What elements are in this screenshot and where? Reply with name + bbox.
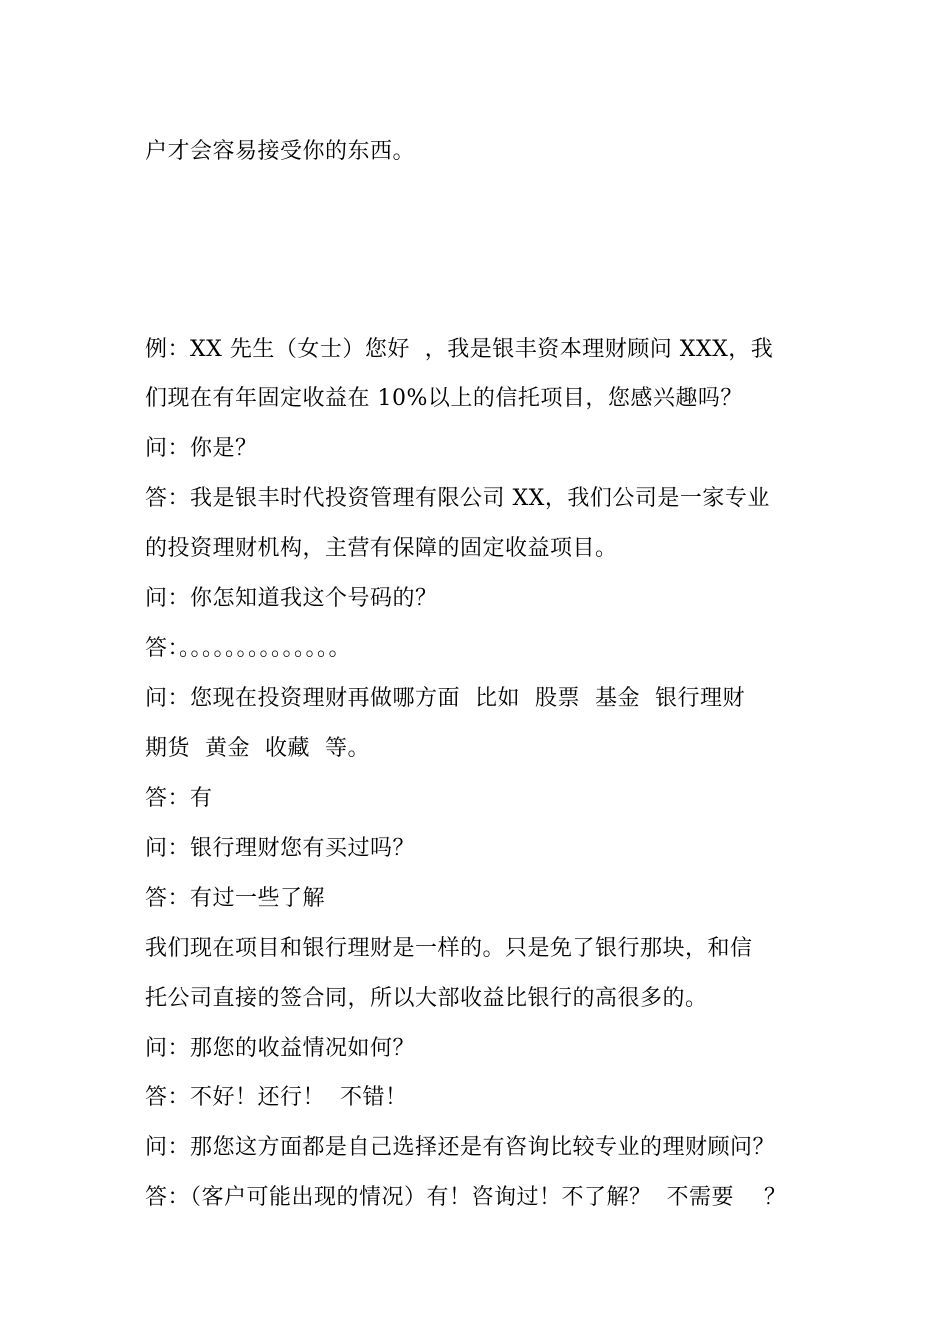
- text-line: 问：那您的收益情况如何？: [145, 1036, 416, 1061]
- text-line: 的投资理财机构，主营有保障的固定收益项目。: [145, 536, 618, 561]
- text-line: 答：我是银丰时代投资管理有限公司 XX，我们公司是一家专业: [145, 486, 770, 511]
- text-line: 答：有过一些了解: [145, 886, 326, 911]
- text-line: 问：你怎知道我这个号码的？: [145, 586, 438, 611]
- text-line: 答：（客户可能出现的情况）有！咨询过！不了解？ 不需要 ？: [145, 1185, 787, 1210]
- text-line: 们现在有年固定收益在 10%以上的信托项目，您感兴趣吗？: [145, 386, 743, 411]
- text-line: 期货 黄金 收藏 等。: [145, 736, 370, 761]
- text-line: 问：那您这方面都是自己选择还是有咨询比较专业的理财顾问？: [145, 1135, 776, 1160]
- text-line: 问：你是？: [145, 436, 258, 461]
- text-line: 答：有: [145, 786, 213, 811]
- text-line: 户才会容易接受你的东西。: [145, 139, 416, 164]
- text-line: 问：银行理财您有买过吗？: [145, 836, 416, 861]
- text-line: 答：。。。。。。。。。。。。。。: [145, 636, 352, 661]
- text-line: 我们现在项目和银行理财是一样的。只是免了银行那块，和信: [145, 936, 753, 961]
- text-line: 托公司直接的签合同，所以大部收益比银行的高很多的。: [145, 986, 708, 1011]
- text-line: 问：您现在投资理财再做哪方面 比如 股票 基金 银行理财: [145, 686, 745, 711]
- text-line: 例：XX 先生（女士）您好 ，我是银丰资本理财顾问 XXX，我: [145, 337, 774, 362]
- text-line: 答：不好！还行！ 不错！: [145, 1085, 408, 1110]
